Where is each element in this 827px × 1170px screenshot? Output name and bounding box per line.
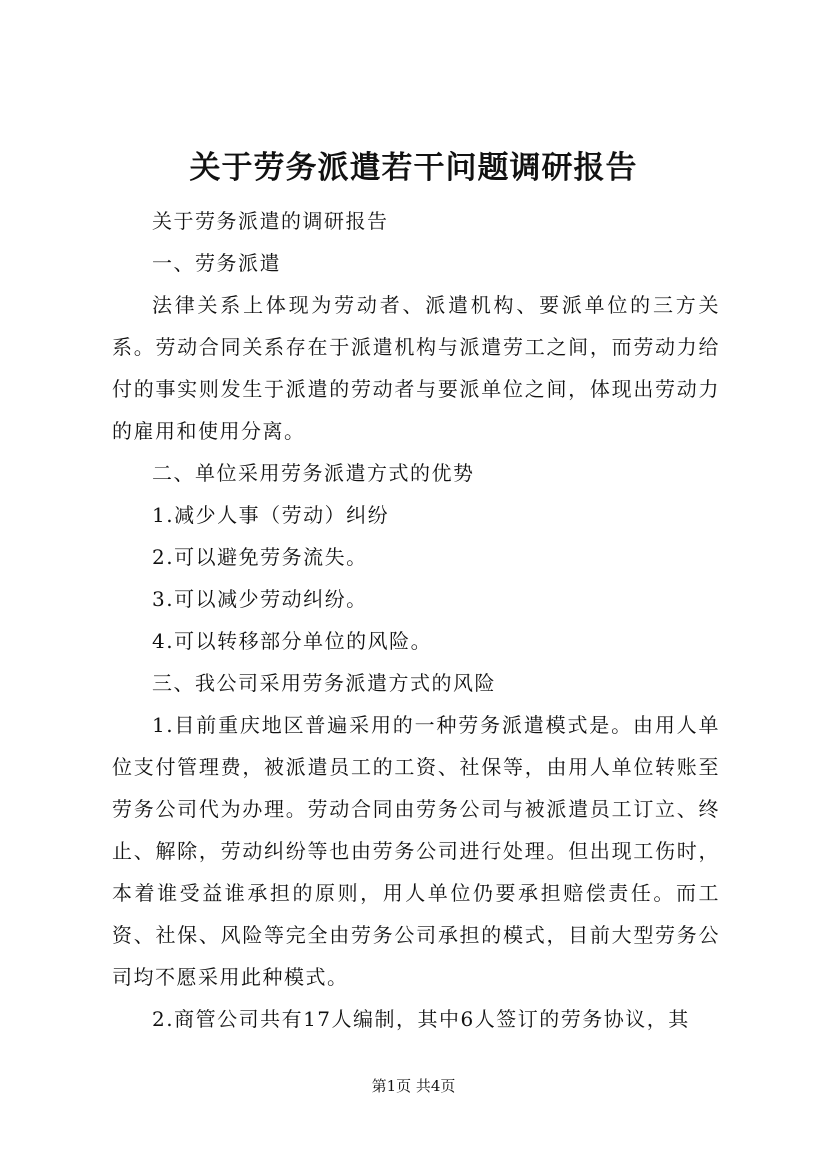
document-title: 关于劳务派遣若干问题调研报告 bbox=[189, 150, 638, 186]
paragraph: 法律关系上体现为劳动者、派遣机构、要派单位的三方关系。劳动合同关系存在于派遣机构与派遣劳工之间，而劳动力给付的事实则发生于派遣的劳动者与要派单位之间，体现出劳动力的雇用和使用分离。 bbox=[112, 293, 720, 443]
list-item: 4.可以转移部分单位的风险。 bbox=[152, 629, 433, 653]
list-item: 1.减少人事（劳动）纠纷 bbox=[152, 503, 390, 527]
section-heading: 一、劳务派遣 bbox=[152, 251, 281, 275]
page-footer: 第1页 共4页 bbox=[371, 1077, 456, 1095]
paragraph: 关于劳务派遣的调研报告 bbox=[152, 209, 389, 233]
section-heading: 二、单位采用劳务派遣方式的优势 bbox=[152, 461, 475, 485]
list-item: 2.可以避免劳务流失。 bbox=[152, 545, 368, 569]
list-item: 2.商管公司共有17人编制，其中6人签订的劳务协议，其 bbox=[152, 1007, 690, 1031]
list-item: 3.可以减少劳动纠纷。 bbox=[152, 587, 368, 611]
document-body bbox=[112, 200, 720, 1040]
section-heading: 三、我公司采用劳务派遣方式的风险 bbox=[152, 671, 496, 695]
list-item: 1.目前重庆地区普遍采用的一种劳务派遣模式是。由用人单位支付管理费，被派遣员工的工资、社保等，由用人单位转账至劳务公司代为办理。劳动合同由劳务公司与被派遣员工订立、终止、解除，劳动纠纷等也由劳务公司进行处理。但出现工伤时，本着谁受益谁承担的原则，用人单位仍要承担赔偿责任。而工资、社保、风险等完全由劳务公司承担的模式，目前大型劳务公司均不愿采用此种模式。 bbox=[112, 713, 720, 989]
